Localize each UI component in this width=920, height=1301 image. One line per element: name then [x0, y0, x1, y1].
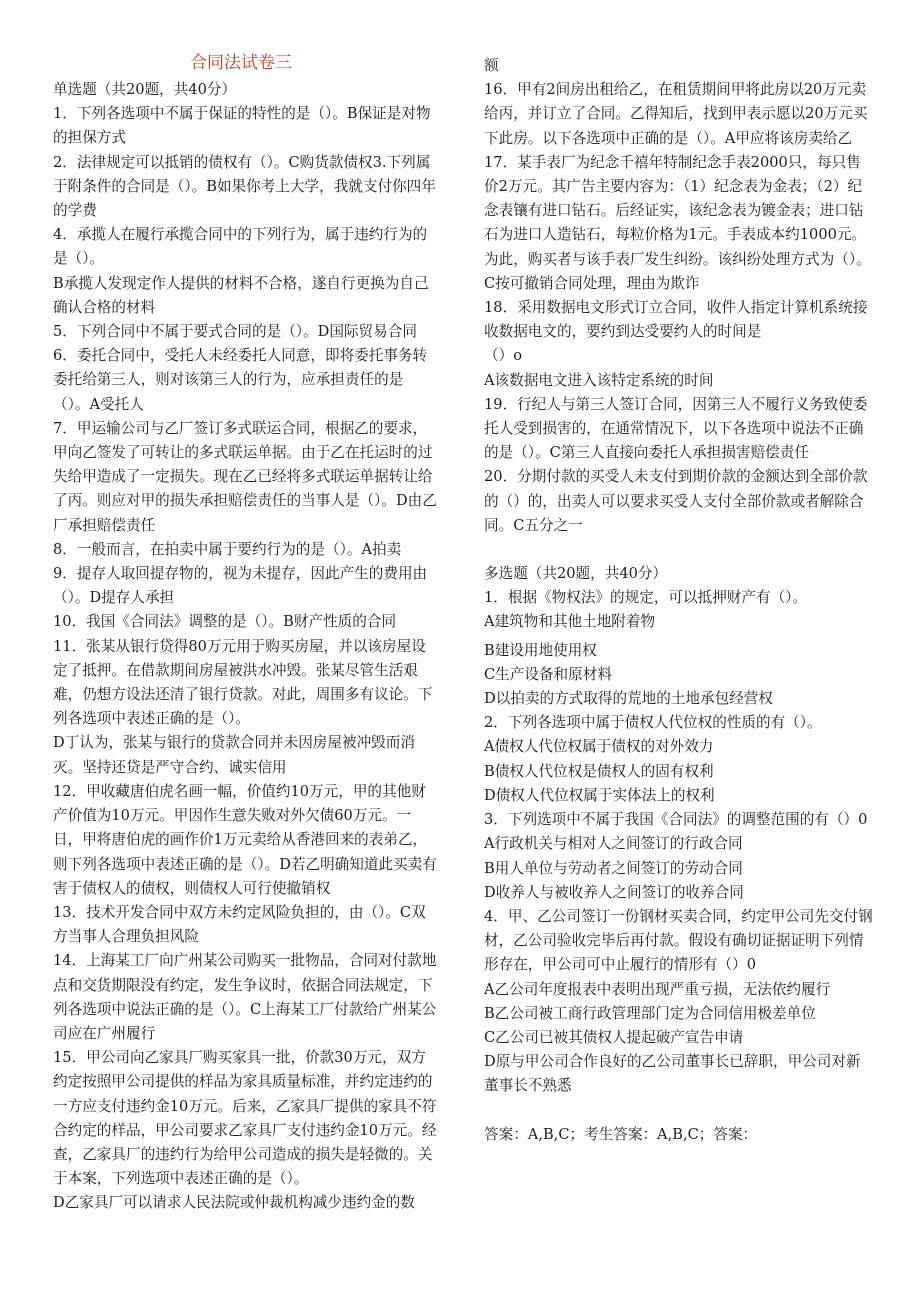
question-18: 18．采用数据电文形式订立合同，收件人指定计算机系统接收数据电文的，要约到达受要约人的时间是: [484, 299, 868, 341]
mc-question-1-option-a: A建筑物和其他土地附着物: [484, 613, 656, 631]
question-13: 13．技术开发合同中双方未约定风险负担的，由（）。C双方当事人合理负担风险: [53, 903, 426, 946]
question-10: 10．我国《合同法》调整的是（）。B财产性质的合同: [53, 613, 397, 631]
section-spacer: [484, 538, 874, 562]
question-1: 1．下列各选项中不属于保证的特性的是（）。B保证是对物的担保方式: [53, 105, 431, 147]
mc-question-2-option-d: D债权人代位权属于实体法上的权利: [484, 786, 715, 804]
question-18-answer: A该数据电文进入该特定系统的时间: [484, 371, 714, 389]
answer-spacer: [484, 1099, 874, 1123]
question-5: 5．下列合同中不属于要式合同的是（）。D国际贸易合同: [53, 323, 417, 341]
section-heading-multiple-choice: 多选题（共20题，共40分）: [484, 565, 668, 583]
page-title: 合同法试卷三: [190, 53, 292, 73]
mc-question-4-option-b: B乙公司被工商行政管理部门定为合同信用极差单位: [484, 1004, 816, 1022]
question-11-answer: D丁认为，张某与银行的贷款合同并未因房屋被冲毁而消灭。坚持还贷是严守合约、诚实信用: [53, 734, 415, 776]
question-17: 17．某手表厂为纪念千禧年特制纪念手表2000只，每只售价2万元。其广告主要内容为：（1）纪念表为金表；（2）纪念表镶有进口钻石。后经证实，该纪念表为镀金表；进口钻石为进口人造钻石，每粒价格为1元。手表成本约1000元。为此，购买者与该手表厂发生纠纷。该纠纷处理方式为（）。C按可撤销合同处理，理由为欺诈: [484, 153, 871, 292]
right-column: [484, 54, 874, 1147]
question-15-answer-continued: 额: [484, 57, 499, 74]
question-18-blank: （）o: [484, 347, 522, 365]
question-14: 14．上海某工厂向广州某公司购买一批物品，合同对付款地点和交货期限没有约定，发生争议时，依据合同法规定，下列各选项中说法正确的是（）。C上海某工厂付款给广州某公司应在广州履行: [53, 952, 437, 1042]
question-8: 8．一般而言，在拍卖中属于要约行为的是（）。A拍卖: [53, 540, 402, 558]
mc-question-3-option-a: A行政机关与相对人之间签订的行政合同: [484, 835, 743, 853]
mc-question-4-option-c: C乙公司已被其债权人提起破产宣告申请: [484, 1028, 744, 1046]
mc-question-1-option-d: D以拍卖的方式取得的荒地的土地承包经营权: [484, 690, 773, 708]
mc-question-1: 1．根据《物权法》的规定，可以抵押财产有（）。: [484, 589, 808, 607]
question-20: 20．分期付款的买受人未支付到期价款的金额达到全部价款的（）的，出卖人可以要求买受人支付全部价款或者解除合同。C五分之一: [484, 468, 868, 534]
mc-question-2: 2．下列各选项中属于债权人代位权的性质的有（）。: [484, 714, 822, 732]
question-4: 4．承揽人在履行承揽合同中的下列行为，属于违约行为的是（）。: [53, 226, 428, 268]
question-6: 6．委托合同中，受托人未经委托人同意，即将委托事务转委托给第三人，则对该第三人的行为，应承担责任的是（）。A受托人: [53, 347, 428, 413]
mc-question-3-option-b: B用人单位与劳动者之间签订的劳动合同: [484, 859, 743, 877]
question-19: 19．行纪人与第三人签订合同，因第三人不履行义务致使委托人受到损害的，在通常情况下，以下各选项中说法不正确的是（）。C第三人直接向委托人承担损害赔偿责任: [484, 395, 868, 462]
mc-question-3-option-d: D收养人与被收养人之间签订的收养合同: [484, 883, 744, 901]
mc-question-4-option-d: D原与甲公司合作良好的乙公司董事长已辞职，甲公司对新董事长不熟悉: [484, 1053, 861, 1095]
question-15: 15．甲公司向乙家具厂购买家具一批，价款30万元，双方约定按照甲公司提供的样品为家具质量标准，并约定违约的一方应支付违约金10万元。后来，乙家具厂提供的家具不符合约定的样品，甲公司要求乙家具厂支付违约金10万元。经查，乙家具厂的违约行为给甲公司造成的损失是轻微的。关于本案，下列选项中表述正确的是（）。: [53, 1049, 437, 1188]
mc-question-2-option-a: A债权人代位权属于债权的对外效力: [484, 738, 714, 756]
section-heading-single-choice: 单选题（共20题，共40分）: [53, 81, 237, 98]
question-11: 11．张某从银行贷得80万元用于购买房屋，并以该房屋设定了抵押。在借款期间房屋被洪水冲毁。张某尽管生活艰难，仍想方设法还清了银行贷款。对此，周围多有议论。下列各选项中表述正确的是（）。: [53, 637, 433, 728]
left-column: [53, 48, 438, 1216]
mc-question-2-option-b: B债权人代位权是债权人的固有权利: [484, 762, 714, 780]
question-2-3: 2．法律规定可以抵销的债权有（）。C购货款债权3.下列属于附条件的合同是（）。B如果你考上大学，我就支付你四年的学费: [53, 153, 436, 220]
mc-question-1-option-c: C生产设备和原材料: [484, 665, 612, 683]
question-9: 9．提存人取回提存物的，视为未提存，因此产生的费用由（）。D提存人承担: [53, 565, 428, 607]
question-4-answer: B承揽人发现定作人提供的材料不合格，遂自行更换为自己确认合格的材料: [53, 274, 429, 316]
question-15-answer: D乙家具厂可以请求人民法院或仲裁机构减少违约金的数: [53, 1194, 415, 1212]
question-7: 7．甲运输公司与乙厂签订多式联运合同，根据乙的要求，甲向乙签发了可转让的多式联运单据。由于乙在托运时的过失给甲造成了一定损失。现在乙已经将多式联运单据转让给了丙。则应对甲的损失承担赔偿责任的当事人是（）。D由乙厂承担赔偿责任: [53, 419, 437, 534]
mc-question-1-option-b: B建设用地使用权: [484, 641, 597, 659]
mc-question-4-option-a: A乙公司年度报表中表明出现严重亏损，无法依约履行: [484, 980, 831, 998]
answer-line: 答案：A,B,C；考生答案：A,B,C；答案：: [484, 1125, 758, 1143]
mc-question-3: 3．下列选项中不属于我国《合同法》的调整范围的有（）0: [484, 811, 868, 829]
question-16: 16．甲有2间房出租给乙，在租赁期间甲将此房以20万元卖给丙，并订立了合同。乙得知后，找到甲表示愿以20万元买下此房。以下各选项中正确的是（）。A甲应将该房卖给乙: [484, 81, 868, 147]
mc-question-4: 4．甲、乙公司签订一份钢材买卖合同，约定甲公司先交付钢材，乙公司验收完毕后再付款。假设有确切证据证明下列情形存在，甲公司可中止履行的情形有（）0: [484, 907, 873, 974]
question-12: 12．甲收藏唐伯虎名画一幅，价值约10万元，甲的其他财产价值为10万元。甲因作生意失败对外欠债60万元。一日，甲将唐伯虎的画作价1万元卖给从香港回来的表弟乙，则下列各选项中表述正确的是（）。D若乙明确知道此买卖有害于债权人的债权，则债权人可行使撤销权: [53, 782, 437, 897]
